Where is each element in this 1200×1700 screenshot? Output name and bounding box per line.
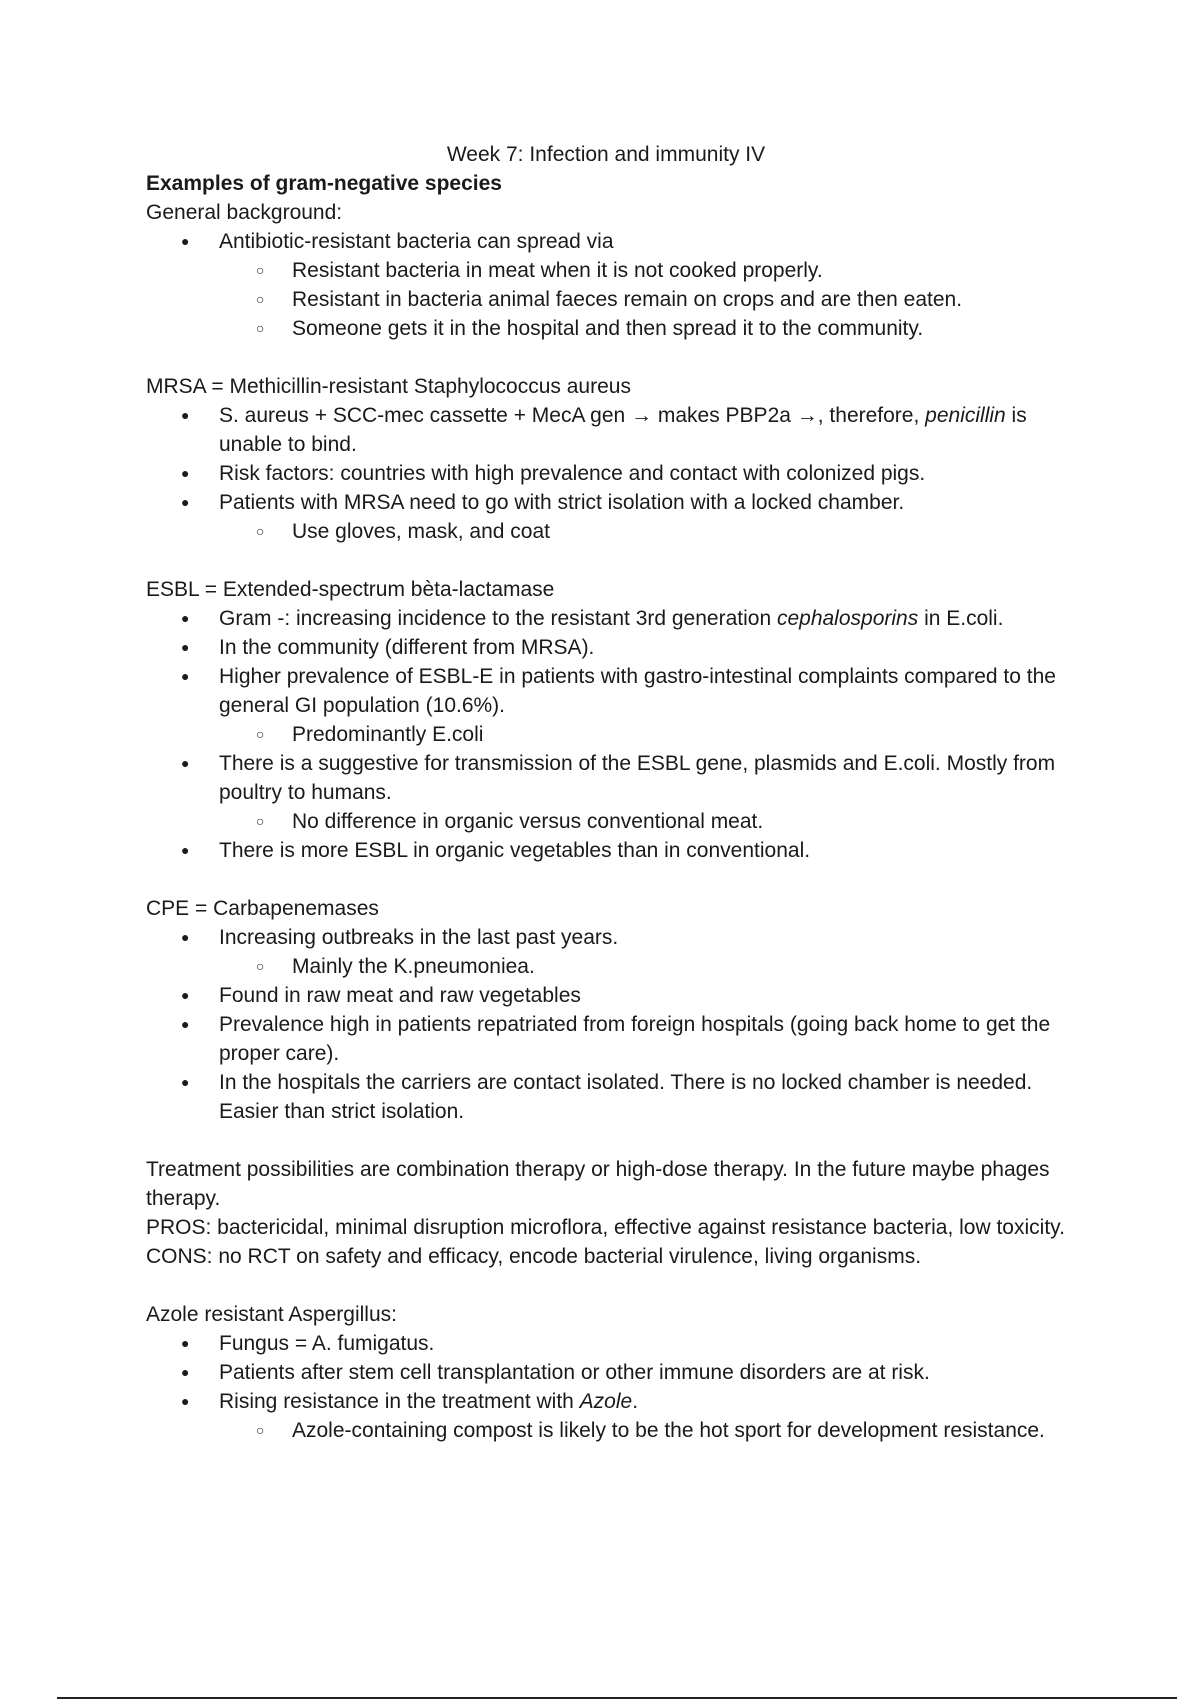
list-item: ● Patients with MRSA need to go with strict isolation with a locked chamber. [146,488,1066,517]
list-subitem: ○ Someone gets it in the hospital and then spread it to the community. [146,314,1066,343]
treatment-paragraph: Treatment possibilities are combination therapy or high-dose therapy. In the future maybe phages therapy. [146,1158,1050,1210]
list-item-text: Rising resistance in the treatment with [219,1390,580,1413]
pros-paragraph: PROS: bactericidal, minimal disruption microflora, effective against resistance bacteria, low toxicity. [146,1216,1065,1239]
list-item [146,604,1066,633]
section-heading: Examples of gram-negative species [146,172,502,195]
list-subitem: ○ Resistant in bacteria animal faeces remain on crops and are then eaten. [146,285,1066,314]
list-subitem: ○ Resistant bacteria in meat when it is not cooked properly. [146,256,1066,285]
list-item: ● There is more ESBL in organic vegetables than in conventional. [146,836,1066,865]
list-item-text: . [632,1390,639,1413]
esbl-list [146,604,1066,865]
azole-intro: Azole resistant Aspergillus: [146,1303,397,1326]
list-item: ● Risk factors: countries with high prevalence and contact with colonized pigs. [146,459,1066,488]
cpe-list [146,923,1066,1126]
list-item [146,401,1066,459]
document-page [146,140,1066,1445]
list-subitem: ○ Use gloves, mask, and coat [146,517,1066,546]
mrsa-list [146,401,1066,546]
list-item-text: is unable to bind. [219,404,1027,456]
general-intro: General background: [146,201,343,224]
list-item: ● In the hospitals the carriers are contact isolated. There is no locked chamber is needed. Easier than strict isolation. [146,1068,1066,1126]
list-subitem: ○ Mainly the K.pneumoniea. [146,952,1066,981]
list-item [146,1387,1066,1416]
mrsa-intro: MRSA = Methicillin-resistant Staphylococcus aureus [146,375,631,398]
azole-list [146,1329,1066,1445]
list-subitem: ○ No difference in organic versus conventional meat. [146,807,1066,836]
list-item: ● Found in raw meat and raw vegetables [146,981,1066,1010]
italic-term: penicillin [925,404,1006,427]
italic-term: Azole [579,1390,633,1413]
list-item: ● Prevalence high in patients repatriated from foreign hospitals (going back home to get the proper care). [146,1010,1066,1068]
list-subitem: ○ Predominantly E.coli [146,720,1066,749]
list-item: ● Higher prevalence of ESBL-E in patients with gastro-intestinal complaints compared to the general GI population (10.6%). [146,662,1066,720]
list-item: ● Antibiotic-resistant bacteria can spread via [146,227,1066,256]
list-item: ● There is a suggestive for transmission of the ESBL gene, plasmids and E.coli. Mostly from poultry to humans. [146,749,1066,807]
list-item: ● Increasing outbreaks in the last past years. [146,923,1066,952]
cpe-intro: CPE = Carbapenemases [146,897,379,920]
list-item-text: in E.coli. [918,607,1004,630]
list-item: ● Patients after stem cell transplantation or other immune disorders are at risk. [146,1358,1066,1387]
list-subitem: ○ Azole-containing compost is likely to be the hot sport for development resistance. [146,1416,1066,1445]
list-item: ● In the community (different from MRSA). [146,633,1066,662]
general-list [146,227,1066,343]
cons-paragraph: CONS: no RCT on safety and efficacy, encode bacterial virulence, living organisms. [146,1245,922,1268]
page-title: Week 7: Infection and immunity IV [446,143,766,166]
esbl-intro: ESBL = Extended-spectrum bèta-lactamase [146,578,555,601]
italic-term: cephalosporins [776,607,919,630]
list-item-text: S. aureus + SCC-mec cassette + MecA gen → makes PBP2a →, therefore, [219,404,926,427]
list-item-text: Gram -: increasing incidence to the resistant 3rd generation [219,607,777,630]
page-bottom-rule [57,1697,1177,1699]
list-item: ● Fungus = A. fumigatus. [146,1329,1066,1358]
